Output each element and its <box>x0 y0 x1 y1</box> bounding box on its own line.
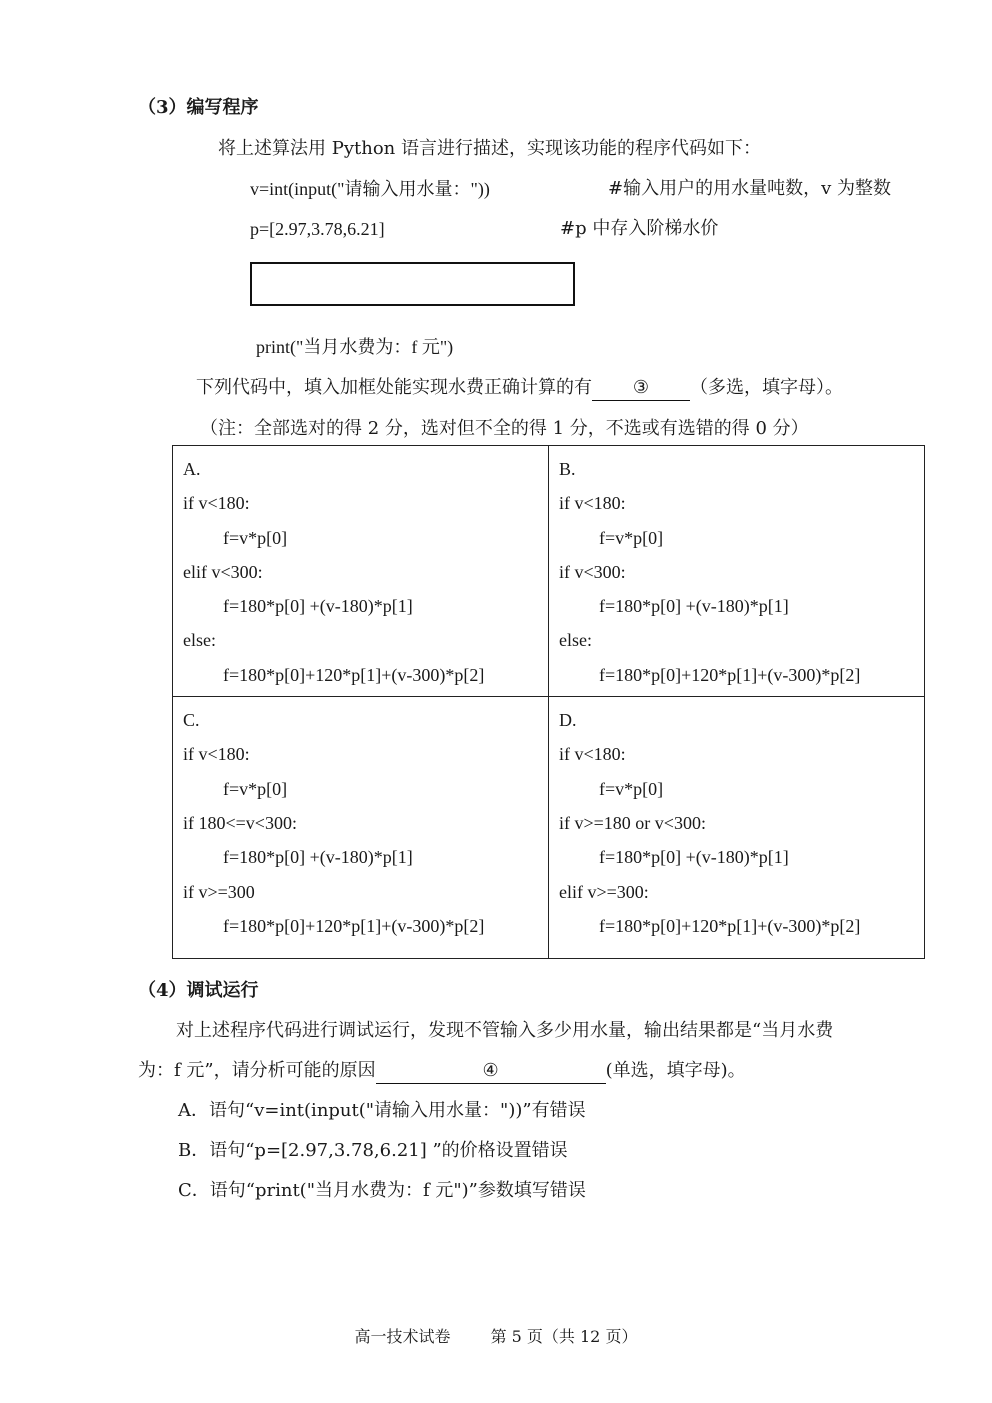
code-comment-input: #输入用户的用水量吨数，v 为整数 <box>608 178 891 199</box>
section4-para-text: 为：f 元”，请分析可能的原因 <box>138 1060 376 1081</box>
blank-4: ④ <box>376 1059 606 1084</box>
option-d-line: if v<180: <box>559 744 626 765</box>
page-footer <box>0 1324 992 1347</box>
option-b-label: B. <box>559 459 576 479</box>
option-d-line: f=180*p[0] +(v-180)*p[1] <box>599 847 789 868</box>
options-table <box>172 445 925 959</box>
question-3-suffix: （多选，填字母）。 <box>690 377 843 398</box>
option-a-label: A. <box>183 459 201 479</box>
footer-title: 高一技术试卷 <box>354 1327 451 1346</box>
section3-intro: 将上述算法用 Python 语言进行描述，实现该功能的程序代码如下： <box>218 138 761 159</box>
question-3-text: 下列代码中，填入加框处能实现水费正确计算的有 <box>196 377 592 398</box>
option-d-line: if v>=180 or v<300: <box>559 812 706 833</box>
section4-heading: （4）调试运行 <box>138 980 259 1001</box>
option-d-label: D. <box>559 710 577 731</box>
option-a-line: f=180*p[0]+120*p[1]+(v-300)*p[2] <box>223 664 485 685</box>
option-c-line: f=180*p[0] +(v-180)*p[1] <box>223 847 413 868</box>
option-d-line: elif v>=300: <box>559 881 649 902</box>
option-a-line: f=180*p[0] +(v-180)*p[1] <box>223 596 413 617</box>
section4-para-suffix: (单选，填字母)。 <box>605 1060 746 1081</box>
option-c-line: if 180<=v<300: <box>183 812 297 833</box>
option-a-line: f=v*p[0] <box>223 527 288 548</box>
option-c-line: if v<180: <box>183 744 250 765</box>
scoring-note: （注：全部选对的得 2 分，选对但不全的得 1 分，不选或有选错的得 0 分） <box>200 418 809 439</box>
option-d-line: f=v*p[0] <box>599 778 664 799</box>
code-line-print: print("当月水费为：f 元") <box>256 337 454 357</box>
choice-c: C．语句“print("当月水费为：f 元")”参数填写错误 <box>178 1180 586 1201</box>
option-c-line: if v>=300 <box>183 881 255 902</box>
option-b-line: if v<300: <box>559 561 626 582</box>
option-a-line: elif v<300: <box>183 561 263 582</box>
option-b-cell <box>549 446 925 697</box>
option-b-line: f=180*p[0] +(v-180)*p[1] <box>599 596 789 617</box>
code-answer-box <box>250 262 575 306</box>
choice-a: A．语句“v=int(input("请输入用水量："))”有错误 <box>178 1100 586 1121</box>
option-b-line: else: <box>559 630 592 651</box>
code-line-input: v=int(input("请输入用水量：")) <box>250 179 490 199</box>
option-b-line: f=180*p[0]+120*p[1]+(v-300)*p[2] <box>599 664 861 685</box>
option-a-line: else: <box>183 630 216 651</box>
section4-para-line2 <box>138 1059 746 1084</box>
option-c-cell <box>173 697 549 959</box>
option-d-line: f=180*p[0]+120*p[1]+(v-300)*p[2] <box>599 915 861 936</box>
option-c-line: f=v*p[0] <box>223 778 288 799</box>
section3-heading: （3）编写程序 <box>138 97 259 118</box>
code-comment-prices: #p 中存入阶梯水价 <box>560 218 719 239</box>
footer-page-number: 第 5 页（共 12 页） <box>490 1327 638 1346</box>
option-c-label: C. <box>183 710 200 731</box>
option-b-line: if v<180: <box>559 493 626 514</box>
blank-3: ③ <box>592 376 690 401</box>
choice-b: B．语句“p=[2.97,3.78,6.21] ”的价格设置错误 <box>178 1140 568 1161</box>
section4-para-line1: 对上述程序代码进行调试运行，发现不管输入多少用水量，输出结果都是“当月水费 <box>176 1020 834 1041</box>
option-a-cell <box>173 446 549 697</box>
option-d-cell <box>549 697 925 959</box>
option-b-line: f=v*p[0] <box>599 527 664 548</box>
code-line-prices: p=[2.97,3.78,6.21] <box>250 219 385 239</box>
option-a-line: if v<180: <box>183 493 250 514</box>
question-3 <box>196 376 843 401</box>
option-c-line: f=180*p[0]+120*p[1]+(v-300)*p[2] <box>223 915 485 936</box>
